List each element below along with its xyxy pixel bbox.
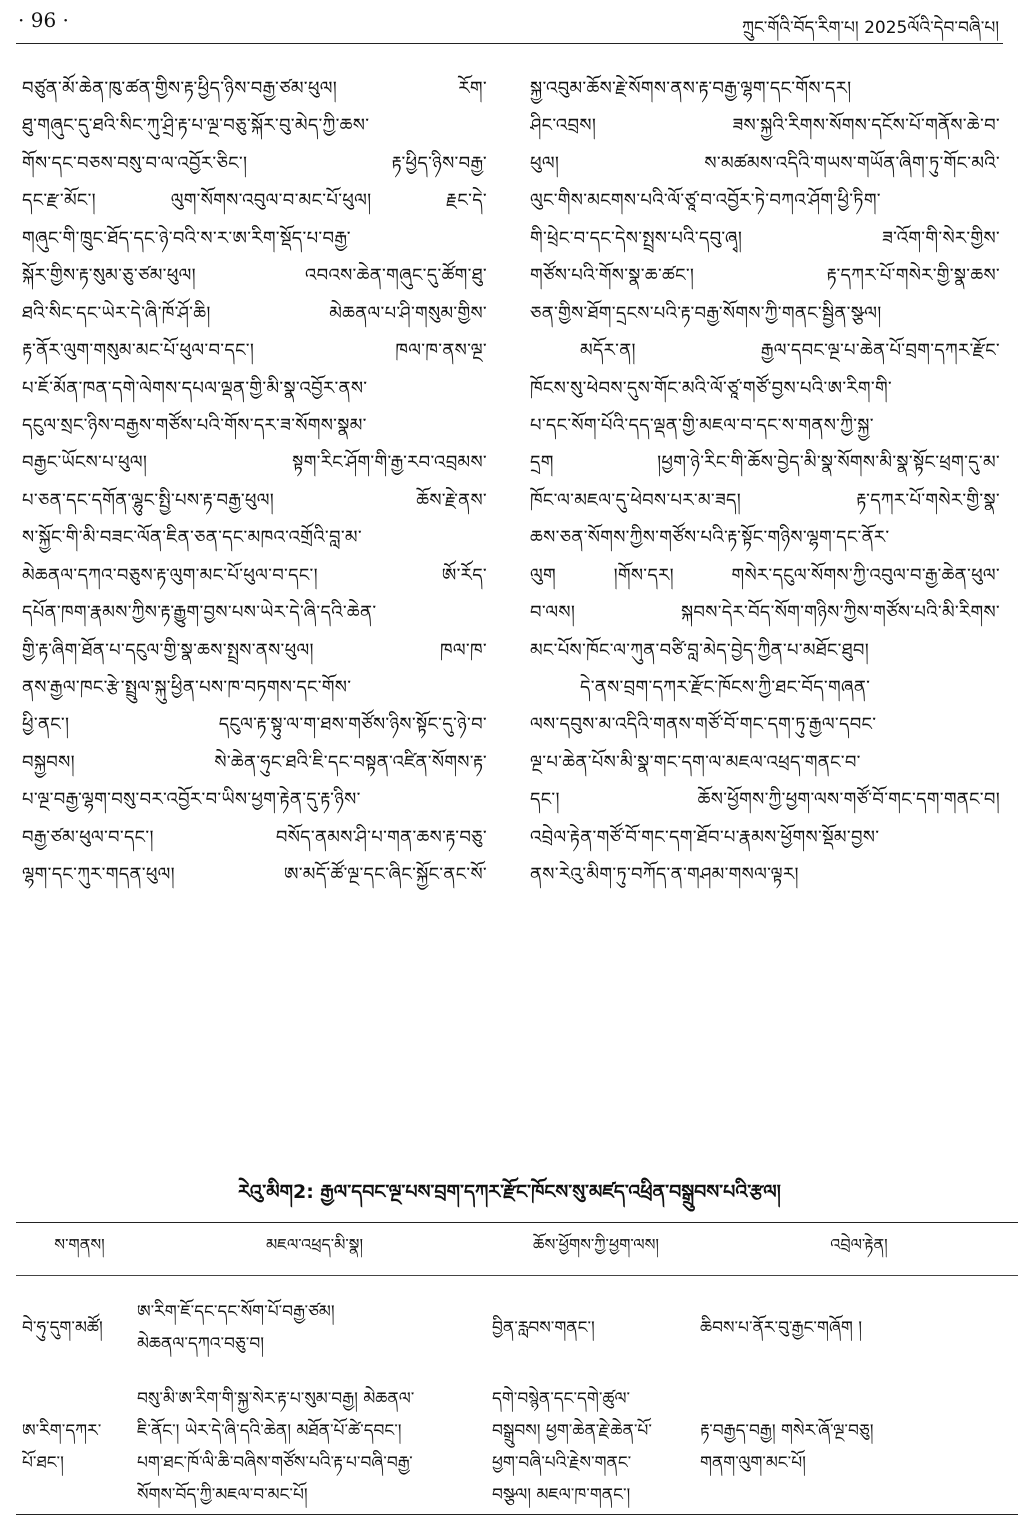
text-line: ལྷག་དང་ཀུར་གདན་ཕུལ། ཨ་མདོ་ཚོ་ལྔ་དང་ཞིང་སྐྱོང་ནང་སོ་	[22, 864, 487, 886]
cell-line: དགེ་བསྙེན་དང་དགེ་ཚུལ་	[492, 1389, 631, 1409]
table-row	[16, 1380, 1018, 1514]
header-rule	[16, 43, 1003, 44]
cell-relation	[700, 1415, 1018, 1479]
cell-place	[16, 1312, 137, 1344]
text-line: ཐའི་སིང་དང་ཡེར་དེ་ཞི་ཁོ་ཤོ་ཆི། མེཆནལ་པ་ཤི་གསུམ་གྱིས་	[22, 302, 487, 324]
text-line: ཅན་གྱིས་ཐོག་དྲངས་པའི་རྟ་བརྒྱ་སོགས་ཀྱི་གནང་སྦྱིན་སྩལ།	[530, 302, 882, 324]
text-line: ལུང་གིས་མངགས་པའི་ལོ་ཙཱ་བ་འབྱོར་ཏེ་བཀའ་ཤོག་ཕྱི་ཏིག་	[530, 190, 881, 212]
table-row	[16, 1276, 1018, 1380]
text-line: བསྐྱབས། སེ་ཆེན་ཧུང་ཐའི་ཇི་དང་བསྟན་འཛིན་སོགས་རྟ་	[22, 751, 487, 773]
text-line: ཕུལ། ས་མཚམས་འདིའི་གཡས་གཡོན་ཞིག་ཏུ་གོང་མའི་	[530, 152, 1000, 174]
text-line: བརྒྱ་ཙམ་ཕུལ་བ་དང་། བསོད་ནམས་ཤི་པ་གན་ཆས་རྟ་བཅུ་	[22, 826, 487, 848]
page-number: · 96 ·	[18, 8, 69, 32]
cell-line: སོགས་བོད་ཀྱི་མཇལ་བ་མང་པོ།	[137, 1485, 308, 1505]
table-header-row	[16, 1223, 1018, 1275]
text-line: བརྒྱང་ཡོངས་པ་ཕུལ། སྟག་རིང་ཤོག་གི་རྒྱ་རབ་འབྲམས་	[22, 452, 487, 474]
text-line: དེ་ནས་བྲག་དཀར་རྫོང་ཁོངས་ཀྱི་ཐང་བོད་གཞན་	[580, 677, 871, 698]
text-line: ས་སྐྱོང་གི་མི་བཟང་ལོན་ཇིན་ཅན་དང་མཁའ་འགྲོའི་བླ་མ་	[22, 527, 362, 549]
data-table	[16, 1222, 1018, 1515]
cell-line: བསུ་མི་ཨ་རིག་གི་སྐྱ་སེར་རྟ་པ་སུམ་བརྒྱ། མེཆནལ་	[137, 1389, 415, 1409]
text-line: ཁོང་ལ་མཇལ་དུ་ཕེབས་པར་མ་ཟད། རྟ་དཀར་པོ་གསེར་གྱི་སྣ་	[530, 489, 1000, 511]
cell-line: ཕྱག་བཞི་པའི་རྗེས་གནང་	[492, 1453, 632, 1473]
text-line: དངུལ་སྲང་ཉིས་བརྒྱས་གཙོས་པའི་གོས་དར་ཟ་སོགས་སྣམ་	[22, 414, 367, 436]
right-column	[530, 70, 1000, 894]
cell-people	[137, 1296, 492, 1360]
cell-line: ཇི་ནོང་། ཡེར་དེ་ཞི་དའི་ཆེན། མཐོན་པོ་ཚེ་དབང་།	[137, 1421, 402, 1441]
text-line: ཐུ་གཞུང་དུ་ཐའི་སིང་ཀུ་ཤྲི་རྟ་པ་ལྔ་བཅུ་སྐོར་བུ་མེད་ཀྱི་ཆས་	[22, 115, 370, 137]
cell-place	[16, 1415, 137, 1479]
cell-line: ཆིབས་པ་ནོར་བུ་རྒྱང་གཞོག །	[700, 1318, 862, 1338]
header-people: མཇལ་འཕྲད་མི་སྣ།	[265, 1234, 364, 1254]
text-line: ཁོངས་སུ་ཕེབས་དུས་གོང་མའི་ལོ་ཙཱ་གཙོ་བྱས་པའི་ཨ་རིག་གི་	[530, 377, 893, 399]
cell-line: གནག་ལུག་མང་པོ།	[700, 1453, 806, 1473]
text-line: ཆས་ཅན་སོགས་ཀྱིས་གཙོས་པའི་རྟ་སྟོང་གཉིས་ལྷག་དང་ནོར་	[530, 527, 890, 549]
cell-line: པག་ཐང་ཁོ་ལི་ཆི་བཞིས་གཙོས་པའི་རྟ་པ་བཞི་བརྒྱ་	[137, 1453, 413, 1473]
cell-religious	[492, 1312, 700, 1344]
cell-line: པོ་ཐང་།	[22, 1453, 64, 1473]
cell-line: བསྩལ། མཇལ་ཁ་གནང་།	[492, 1485, 631, 1505]
cell-line: བེ་ཧུ་དུག་མཚོ།	[22, 1318, 103, 1338]
text-line: དང་། ཆོས་ཕྱོགས་ཀྱི་ཕྱག་ལས་གཙོ་བོ་གང་དག་གནང་བ།	[530, 789, 1000, 811]
text-line: ལྔ་པ་ཆེན་པོས་མི་སྣ་གང་དག་ལ་མཇལ་འཕྲད་གནང་བ་	[530, 751, 861, 773]
cell-line: ཨ་རིག་ཇོ་དང་དང་སོག་པོ་བརྒྱ་ཙམ།	[137, 1302, 335, 1322]
text-line: བ་ལས། སྐབས་དེར་བོད་སོག་གཉིས་ཀྱིས་གཙོས་པའི་མི་རིགས་	[530, 602, 1000, 624]
text-line: ཕྱི་ནང་། དངུལ་རྟ་སྟུ་ལ་ག་ཐས་གཙོས་ཉིས་སྟོང་དུ་ཉེ་བ་	[22, 714, 487, 736]
header-relation: འབྲེལ་རྟེན།	[830, 1234, 888, 1254]
text-line: འབྲེལ་རྟེན་གཙོ་བོ་གང་དག་ཐོབ་པ་རྣམས་ཕྱོགས་སྡོམ་བྱས་	[530, 826, 880, 848]
text-line: པ་ཅན་དང་དགོན་ལྷུང་སྤྱི་པས་རྟ་བརྒྱ་ཕུལ། ཆོས་རྗེ་ནས་	[22, 489, 487, 511]
text-line: ཤིང་འབྲས། ཟས་སྐྱའི་རིགས་སོགས་དངོས་པོ་གནོས་ཆེ་བ་	[530, 115, 1000, 137]
text-line: ནས་རྒྱལ་ཁང་རྩེ་སྤྲུལ་སྐུ་ཕྱིན་པས་ཁ་བཏགས་དང་གོས་	[22, 677, 352, 698]
cell-people	[137, 1383, 492, 1511]
text-line: ནས་རེའུ་མིག་ཏུ་བཀོད་ན་གཤམ་གསལ་ལྟར།	[530, 864, 799, 886]
table-caption: རེའུ་མིག2: རྒྱལ་དབང་ལྔ་པས་བྲག་དཀར་རྫོང་ཁོངས་སུ་མཛད་འཕྲིན་བསྒྲུབས་པའི་རྩལ།	[238, 1181, 781, 1203]
text-line: དང་རྫ་མོང་། ལུག་སོགས་འབུལ་བ་མང་པོ་ཕུལ། རྗང་དེ་	[22, 190, 487, 212]
text-line: དྲག །ཕྱག་ཉེ་རིང་གི་ཆོས་བྱེད་མི་སྣ་སོགས་མི་སྣ་སྟོང་ཕྲག་དུ་མ་	[530, 452, 1000, 474]
header-religious: ཆོས་ཕྱོགས་ཀྱི་ཕྱག་ལས།	[533, 1234, 659, 1254]
text-line: པ་དང་སོག་པོའི་དད་ལྡན་གྱི་མཇལ་བ་དང་ས་གནས་ཀྱི་སྐྱ་	[530, 414, 874, 436]
cell-line: ཨ་རིག་དཀར་	[22, 1421, 102, 1441]
text-line: བཙུན་མོ་ཆེན་ཁུ་ཚན་གྱིས་རྟ་ཕྱིད་ཉིས་བརྒྱ་ཙམ་ཕུལ། རོག་	[22, 78, 487, 99]
text-line: གོས་དང་བཅས་བསུ་བ་ལ་འབྱོར་ཅིང་། རྟ་ཕྱིད་ཉིས་བརྒྱ་	[22, 152, 487, 174]
left-column	[22, 70, 487, 894]
text-line: གཙོས་པའི་གོས་སྣ་ཆ་ཚང་། རྟ་དཀར་པོ་གསེར་གྱི་སྣ་ཆས་	[530, 265, 1000, 287]
header-place: ས་གནས།	[54, 1234, 105, 1254]
text-line: མང་པོས་ཁོང་ལ་ཀུན་བཙི་བླ་མེད་བྱེད་ཀྱིན་པ་མཐོང་ཐུབ།	[530, 639, 870, 661]
cell-line: མེཆནལ་དཀའ་བཅུ་བ།	[137, 1334, 264, 1354]
cell-line: བྱིན་རླབས་གནང་།	[492, 1318, 595, 1338]
text-line: དཔོན་ཁག་རྣམས་ཀྱིས་རྟ་རྒྱུག་བྱས་པས་ཡེར་དེ་ཞི་དའི་ཆེན་	[22, 602, 377, 624]
page-header	[0, 0, 1019, 44]
journal-title: ཀྲུང་གོའི་བོད་རིག་པ། 2025ལོའི་དེབ་བཞི་པ།	[741, 18, 999, 38]
cell-religious	[492, 1383, 700, 1511]
text-line: པ་ལྔ་བརྒྱ་ལྷག་བསུ་བར་འབྱོར་བ་ཡིས་ཕྱག་རྟེན་དུ་རྟ་ཉིས་	[22, 789, 361, 811]
cell-line: རྟ་བརྒྱད་བརྒྱ། གསེར་ཞོ་ལྔ་བཅུ།	[700, 1421, 874, 1441]
cell-line: བསྒྲུབས། ཕྱག་ཆེན་རྗེ་ཆེན་པོ་	[492, 1421, 652, 1441]
cell-relation	[700, 1312, 1018, 1344]
text-line: སྐོར་གྱིས་རྟ་སུམ་ཅུ་ཙམ་ཕུལ། འབའས་ཆེན་གཞུང་དུ་ཚོག་ཐུ་	[22, 265, 487, 287]
text-line: རྟ་ནོར་ལུག་གསུམ་མང་པོ་ཕུལ་བ་དང་། ཁལ་ཁ་ནས་ལྔ་	[22, 340, 487, 362]
text-line: མདོར་ན། རྒྱལ་དབང་ལྔ་པ་ཆེན་པོ་བྲག་དཀར་རྫོང་	[580, 340, 1000, 362]
text-line: ལུག །གོས་དར། གསེར་དངུལ་སོགས་ཀྱི་འབུལ་བ་རྒྱ་ཆེན་ཕུལ་	[530, 564, 1000, 586]
text-line: མེཆནལ་དཀའ་བཅུས་རྟ་ལུག་མང་པོ་ཕུལ་བ་དང་། ཨོ་རོད་	[22, 564, 487, 586]
text-line: པ་ཇོ་མོན་ཁན་དགེ་ལེགས་དཔལ་ལྡན་གྱི་མི་སྣ་འབྱོར་ནས་	[22, 377, 368, 399]
text-line: གཞུང་གི་ཁྲུང་ཐོད་དང་ཉེ་བའི་ས་ར་ཨ་རིག་སྡོད་པ་བརྒྱ་	[22, 227, 351, 249]
text-line: ལས་དབུས་མ་འདིའི་གནས་གཙོ་བོ་གང་དག་ཏུ་རྒྱལ་དབང་	[530, 714, 877, 736]
text-line: གི་ཕྲེང་བ་དང་དེས་སྤྲས་པའི་དབུ་ཞྭ། ཟ་འོག་གི་སེར་གྱིས་	[530, 227, 1000, 249]
text-line: སྐྱ་འབུམ་ཆོས་རྗེ་སོགས་ནས་རྟ་བརྒྱ་ལྷག་དང་གོས་དར།	[530, 78, 852, 99]
text-line: གྱི་རྟ་ཞིག་ཐོན་པ་དངུལ་གྱི་སྣ་ཆས་སྤྲས་ནས་ཕུལ། ཁལ་ཁ་	[22, 639, 487, 661]
